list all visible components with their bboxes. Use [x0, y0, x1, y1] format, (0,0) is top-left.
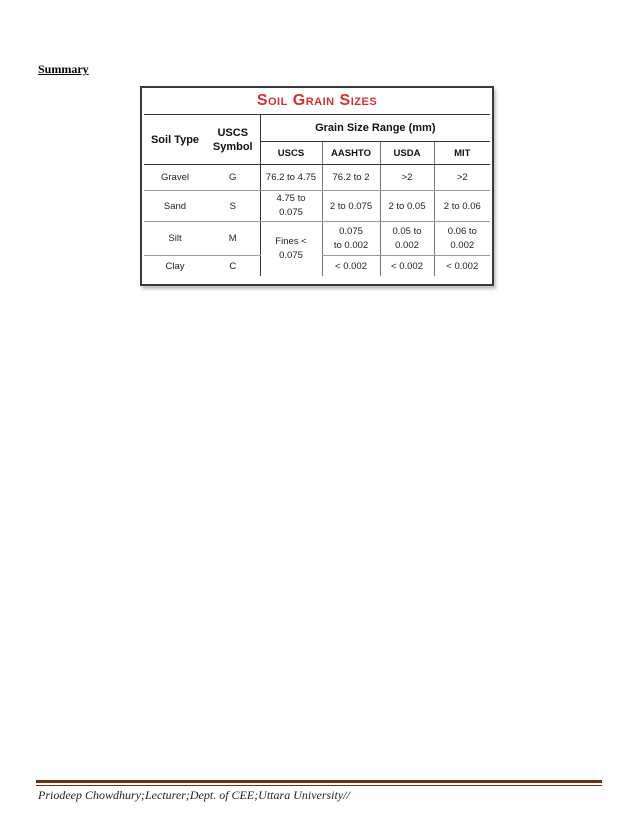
- cell-aashto: 76.2 to 2: [322, 165, 380, 191]
- cell-usda: >2: [380, 165, 434, 191]
- cell-uscs: 4.75 to 0.075: [260, 191, 322, 222]
- cell-soil: Gravel: [144, 165, 206, 191]
- cell-symbol: C: [229, 260, 237, 272]
- footer-author-line: Priodeep Chowdhury;Lecturer;Dept. of CEE;Uttara University//: [38, 788, 350, 802]
- cell-soil: Silt: [144, 222, 206, 256]
- cell-usda: 2 to 0.05: [380, 191, 434, 222]
- cell-uscs-fines: Fines < 0.075: [260, 222, 322, 277]
- cell-usda: < 0.002: [380, 256, 434, 277]
- cell-usda: 0.05 to 0.002: [380, 222, 434, 256]
- header-uscs-symbol: USCS Symbol: [206, 115, 260, 165]
- figure-title: Soil Grain Sizes: [256, 92, 378, 109]
- cell-aashto: 2 to 0.075: [322, 191, 380, 222]
- header-uscs: USCS: [260, 142, 322, 165]
- table-row: [144, 222, 490, 256]
- header-usda: USDA: [380, 142, 434, 165]
- table-row: [144, 191, 490, 222]
- cell-soil: Clay: [165, 260, 185, 272]
- header-grain-size-range: Grain Size Range (mm): [260, 115, 490, 142]
- cell-mit: 2 to 0.06: [434, 191, 490, 222]
- grain-size-table: [144, 114, 490, 276]
- cell-symbol: M: [206, 222, 260, 256]
- header-mit: MIT: [434, 142, 490, 165]
- soil-grain-sizes-figure: [140, 86, 494, 286]
- cell-mit: 0.06 to 0.002: [434, 222, 490, 256]
- header-soil-type: Soil Type: [144, 115, 206, 165]
- cell-uscs: 76.2 to 4.75: [260, 165, 322, 191]
- header-row-top: [144, 115, 490, 142]
- header-aashto: AASHTO: [322, 142, 380, 165]
- cell-symbol: S: [206, 191, 260, 222]
- cell-aashto: 0.075 to 0.002: [322, 222, 380, 256]
- cell-mit: < 0.002: [434, 256, 490, 277]
- cell-symbol: G: [206, 165, 260, 191]
- footer-rule-thick: [36, 780, 602, 783]
- table-row: [144, 165, 490, 191]
- footer-rule-thin: [36, 785, 602, 786]
- cell-aashto: < 0.002: [322, 256, 380, 277]
- cell-soil: Sand: [144, 191, 206, 222]
- section-heading: Summary: [38, 62, 89, 76]
- cell-mit: >2: [434, 165, 490, 191]
